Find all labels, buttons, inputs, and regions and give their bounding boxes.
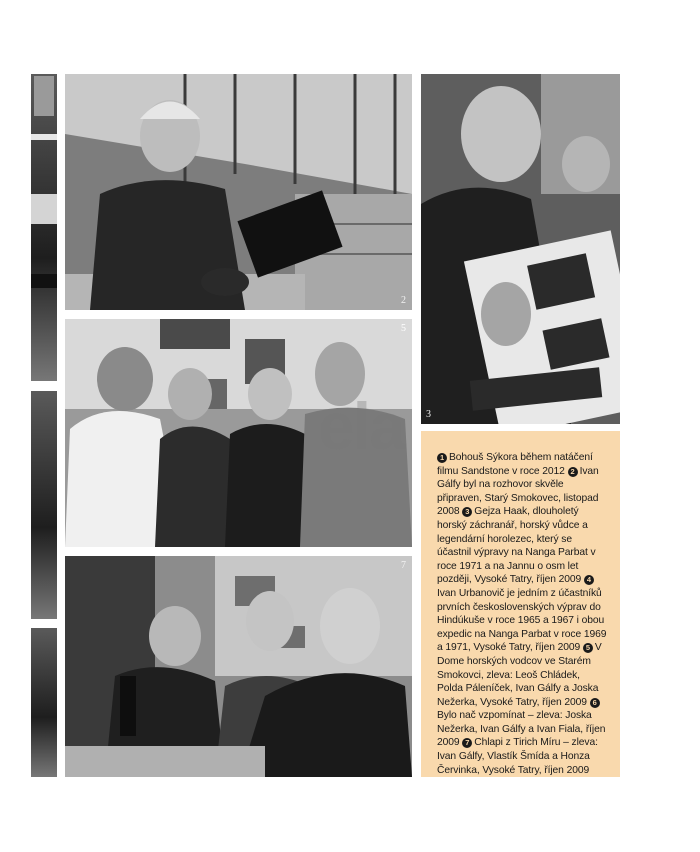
watermark: ela — [318, 389, 404, 463]
photo-number-3: 3 — [426, 409, 431, 420]
photo-3-gejza-haak — [421, 74, 620, 424]
caption-item-4: Ivan Urbanovič je jedním z účastníků prvních československých výprav do Hindúkuše v roce 1965 a 1967 i obou expedic na Nanga Parbat v roce 1969 a 1971, Vysoké Tatry, říjen 2009 — [437, 587, 607, 654]
photo-number-2: 2 — [401, 295, 406, 306]
caption-item-5: V Dome horských vodcov ve Starém Smokovci, zleva: Leoš Chládek, Polda Páleníček, Ivan Gálfy a Joska Nežerka, Vysoké Tatry, říjen 2009 — [437, 642, 602, 708]
caption-number-6: 6 — [590, 698, 600, 708]
caption-item-1: Bohouš Sýkora během natáčení filmu Sandstone v roce 2012 — [437, 452, 593, 477]
photo-number-5: 5 — [401, 323, 406, 334]
caption-number-5: 5 — [583, 643, 593, 653]
caption-item-7: Chlapi z Tirich Míru – zleva: Ivan Gálfy, Vlastík Šmída a Honza Červinka, Vysoké Tatry, říjen 2009 — [437, 737, 598, 776]
photo-2-ivan-galfy-reading — [65, 74, 412, 310]
caption-number-4: 4 — [584, 575, 594, 585]
caption-item-6: Bylo nač vzpomínat – zleva: Joska Nežerka, Ivan Gálfy a Ivan Fiala, říjen 2009 — [437, 710, 606, 749]
caption-text — [437, 451, 608, 777]
edge-photo-strip-middle — [31, 391, 57, 619]
photo-number-7: 7 — [401, 560, 406, 571]
edge-photo-strip-bottom — [31, 628, 57, 777]
photo-7-chlapi-z-tirich-miru — [65, 556, 412, 777]
caption-number-7: 7 — [462, 738, 472, 748]
caption-item-3: Gejza Haak, dlouholetý horský záchranář, horský vůdce a legendární horolezec, který se účastnil výpravy na Nanga Parbat v roce 1971 a na Jannu o osm let později, Vysoké Tatry, říjen 2009 — [437, 506, 596, 586]
caption-number-1: 1 — [437, 453, 447, 463]
caption-number-2: 2 — [568, 467, 578, 477]
edge-photo-strip-top — [31, 74, 57, 381]
caption-item-2: Ivan Gálfy byl na rozhovor skvěle připraven, Starý Smokovec, listopad 2008 — [437, 465, 599, 518]
caption-box — [421, 431, 620, 777]
photo-5-dom-horskych-vodcov — [65, 319, 412, 547]
caption-number-3: 3 — [462, 507, 472, 517]
